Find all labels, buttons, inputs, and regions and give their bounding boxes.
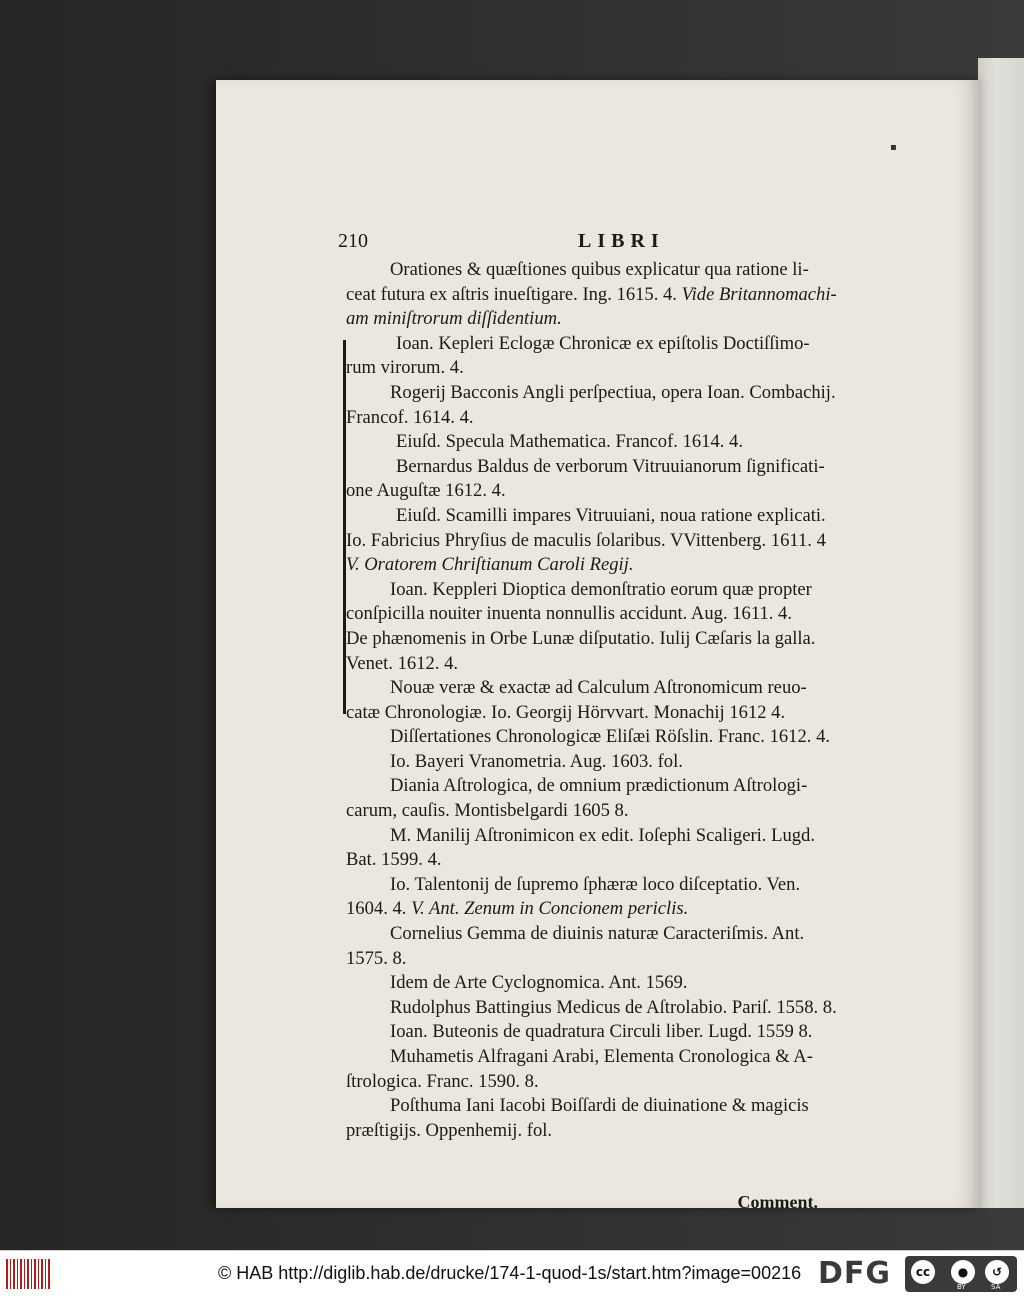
text-line: Ioan. Kepleri Eclogæ Chronicæ ex epiſtolis Doctiſſimo- bbox=[396, 332, 810, 354]
text-line: 1575. 8. bbox=[346, 947, 407, 969]
ink-speck: ▪ bbox=[890, 142, 897, 153]
text-line: præſtigijs. Oppenhemij. fol. bbox=[346, 1119, 553, 1141]
text-line: Rudolphus Battingius Medicus de Aſtrolabio. Pariſ. 1558. 8. bbox=[390, 996, 837, 1018]
running-head: LIBRI bbox=[578, 230, 665, 252]
text-line: Ioan. Keppleri Dioptica demonſtratio eorum quæ propter bbox=[390, 578, 812, 600]
text-line: Francof. 1614. 4. bbox=[346, 406, 474, 428]
page-number: 210 bbox=[338, 230, 368, 252]
text-line: Rogerij Bacconis Angli perſpectiua, opera Ioan. Combachij. bbox=[390, 381, 836, 403]
text-line: Nouæ veræ & exactæ ad Calculum Aſtronomicum reuo- bbox=[390, 677, 807, 699]
text-line: Orationes & quæſtiones quibus explicatur qua ratione li- bbox=[390, 259, 809, 280]
text-line: ceat futura ex aſtris inueſtigare. Ing. 1615. 4. Vide Britannomachi- bbox=[346, 283, 837, 305]
creative-commons-icon: cc bbox=[911, 1260, 935, 1284]
italic-reference: V. Ant. Zenum in Concionem periclis. bbox=[411, 898, 689, 920]
text-line: rum virorum. 4. bbox=[346, 357, 464, 379]
text-line: Io. Bayeri Vranometria. Aug. 1603. fol. bbox=[390, 750, 683, 772]
hab-barcode-icon bbox=[6, 1259, 50, 1289]
text-line: Eiuſd. Scamilli impares Vitruuiani, noua ratione explicati. bbox=[396, 504, 826, 526]
page-text-block bbox=[338, 230, 906, 1212]
text-line: Idem de Arte Cyclognomica. Ant. 1569. bbox=[390, 972, 688, 994]
license-sa-label: SA bbox=[991, 1283, 1001, 1291]
text-line: conſpicilla nouiter inuenta nonnullis accidunt. Aug. 1611. 4. bbox=[346, 603, 792, 625]
text-line: M. Manilij Aſtronimicon ex edit. Ioſephi Scaligeri. Lugd. bbox=[390, 824, 816, 846]
license-by-label: BY bbox=[957, 1283, 966, 1291]
text-line: Bat. 1599. 4. bbox=[346, 849, 442, 871]
text-line: Eiuſd. Specula Mathematica. Francof. 1614. 4. bbox=[396, 431, 743, 453]
text-line: Muhametis Alfragani Arabi, Elementa Cronologica & A- bbox=[390, 1046, 813, 1067]
text-line: Io. Talentonij de ſupremo ſphæræ loco diſceptatio. Ven. bbox=[390, 873, 801, 895]
text-line: Cornelius Gemma de diuinis naturæ Caracteriſmis. Ant. bbox=[390, 923, 805, 945]
text-line: carum, cauſis. Montisbelgardi 1605 8. bbox=[346, 800, 629, 822]
viewer-footer bbox=[0, 1250, 1024, 1298]
margin-bracket bbox=[343, 584, 346, 714]
italic-reference: Vide Britannomachi- bbox=[681, 283, 837, 305]
attribution-icon: ● bbox=[951, 1260, 975, 1284]
text-line: Ioan. Buteonis de quadratura Circuli liber. Lugd. 1559 8. bbox=[390, 1021, 813, 1043]
share-alike-icon: ↺ bbox=[985, 1260, 1009, 1284]
text-line: Io. Fabricius Phryſius de maculis ſolaribus. VVittenberg. 1611. 4 bbox=[346, 529, 826, 551]
cc-license-badge[interactable] bbox=[905, 1256, 1017, 1292]
text-line: Poſthuma Iani Iacobi Boiſſardi de diuinatione & magicis bbox=[390, 1095, 809, 1117]
text-line: V. Oratorem Chriſtianum Caroli Regij. bbox=[346, 554, 634, 576]
adjacent-page-edge bbox=[978, 58, 1024, 1208]
text-line: De phænomenis in Orbe Lunæ diſputatio. Iulij Cæſaris la galla. bbox=[346, 627, 816, 649]
book-page bbox=[216, 80, 980, 1212]
text-line: 1604. 4. V. Ant. Zenum in Concionem periclis. bbox=[346, 898, 689, 920]
text-line: Venet. 1612. 4. bbox=[346, 652, 459, 674]
text-line: one Auguſtæ 1612. 4. bbox=[346, 480, 506, 502]
text-line: catæ Chronologiæ. Io. Georgij Hörvvart. Monachij 1612 4. bbox=[346, 701, 786, 723]
page-header bbox=[338, 230, 906, 258]
text-line: ſtrologica. Franc. 1590. 8. bbox=[346, 1070, 539, 1092]
text-line: Bernardus Baldus de verborum Vitruuianorum ſignificati- bbox=[396, 455, 825, 477]
text-line: am miniſtrorum diſſidentium. bbox=[346, 308, 562, 330]
page-body bbox=[346, 258, 906, 1143]
text-line: Diania Aſtrologica, de omnium prædictionum Aſtrologi- bbox=[390, 775, 808, 797]
dfg-logo: DFG bbox=[818, 1256, 892, 1291]
catchword: Comment. bbox=[737, 1192, 818, 1212]
copyright-link[interactable]: © HAB http://diglib.hab.de/drucke/174-1-quod-1s/start.htm?image=00216 bbox=[218, 1263, 802, 1283]
text-line: Diſſertationes Chronologicæ Eliſæi Röſslin. Franc. 1612. 4. bbox=[390, 726, 831, 748]
